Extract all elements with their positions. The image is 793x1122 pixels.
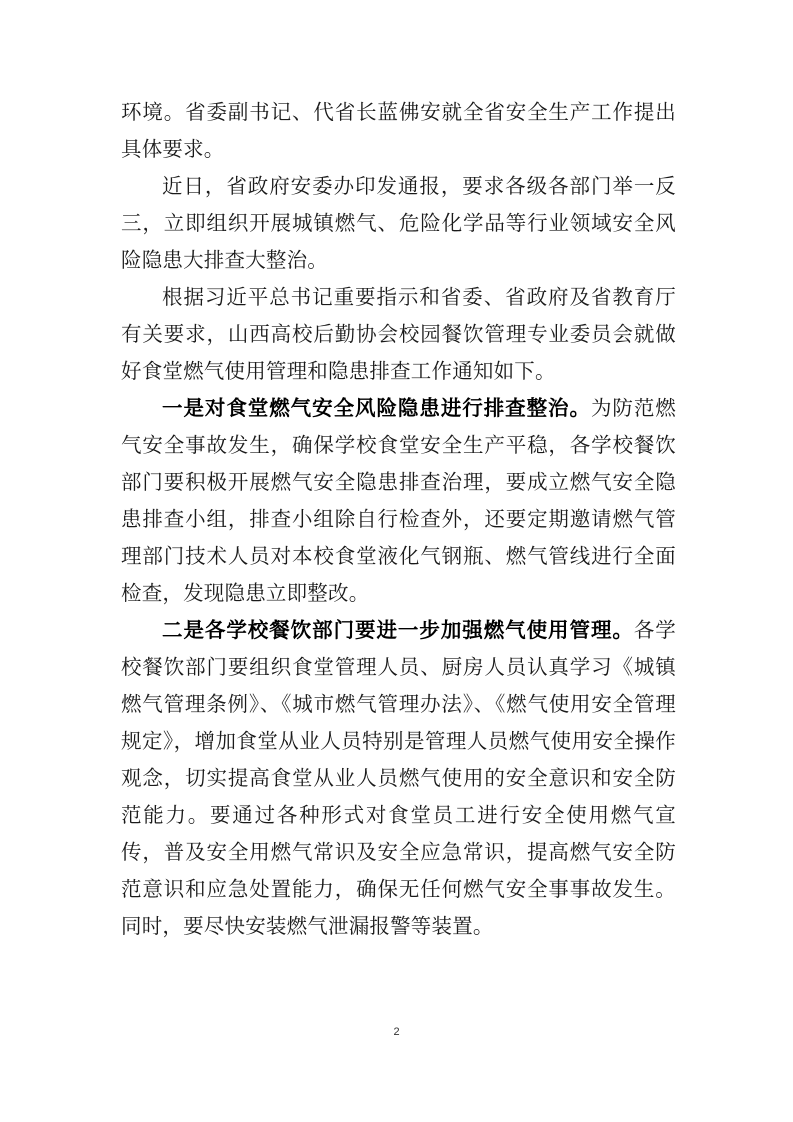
paragraph-item-one [121, 390, 676, 612]
page-number: 2 [393, 1026, 400, 1038]
paragraph-text: 近日，省政府安委办印发通报，要求各级各部门举一反三，立即组织开展城镇燃气、危险化学品等行业领域安全风险隐患大排查大整治。 [121, 174, 676, 272]
paragraph-item-two [121, 612, 676, 945]
paragraph-lead-bold: 二是各学校餐饮部门要进一步加强燃气使用管理。 [162, 618, 634, 642]
paragraph-text: 为防范燃气安全事故发生，确保学校食堂安全生产平稳，各学校餐饮部门要积极开展燃气安全隐患排查治理，要成立燃气安全隐患排查小组，排查小组除自行检查外，还要定期邀请燃气管理部门技术人员对本校食堂液化气钢瓶、燃气管线进行全面检查，发现隐患立即整改。 [121, 396, 676, 605]
paragraph-environment [121, 94, 676, 168]
paragraph-lead-bold: 一是对食堂燃气安全风险隐患进行排查整治。 [162, 396, 591, 420]
paragraph-text: 各学校餐饮部门要组织食堂管理人员、厨房人员认真学习《城镇燃气管理条例》、《城市燃气管理办法》、《燃气使用安全管理规定》，增加食堂从业人员特别是管理人员燃气使用安全操作观念，切实提高食堂从业人员燃气使用的安全意识和安全防范能力。要通过各种形式对食堂员工进行安全使用燃气宣传，普及安全用燃气常识及安全应急常识，提高燃气安全防范意识和应急处置能力，确保无任何燃气安全事事故发生。同时，要尽快安装燃气泄漏报警等装置。 [121, 618, 676, 938]
paragraph-text: 根据习近平总书记重要指示和省委、省政府及省教育厅有关要求，山西高校后勤协会校园餐饮管理专业委员会就做好食堂燃气使用管理和隐患排查工作通知如下。 [121, 285, 676, 383]
paragraph-notice [121, 168, 676, 279]
document-body [121, 94, 676, 945]
paragraph-text: 环境。省委副书记、代省长蓝佛安就全省安全生产工作提出具体要求。 [121, 100, 676, 161]
paragraph-basis [121, 279, 676, 390]
